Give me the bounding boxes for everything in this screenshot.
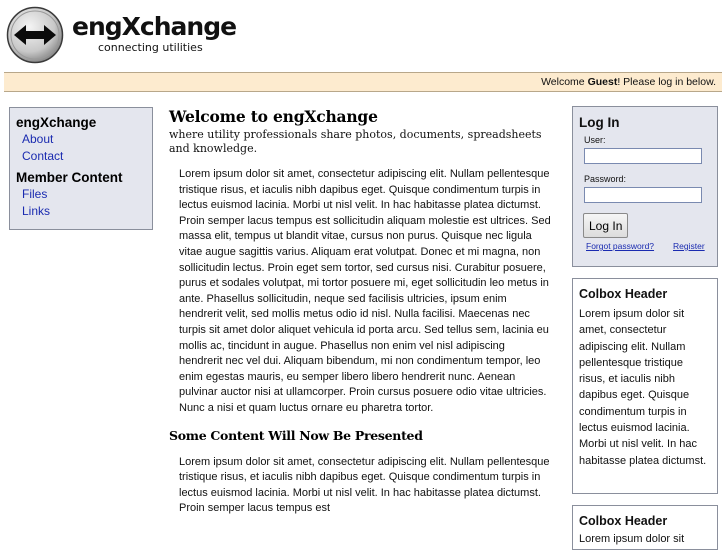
- user-label: User:: [584, 135, 606, 145]
- body-paragraph: Lorem ipsum dolor sit amet, consectetur adipiscing elit. Nullam pellentesque tristique risus, et iaculis nibh dapibus eget. Quisque condimentum turpis in lectus euismod lacinia. Morbi ut nisl velit. In hac habitasse platea dictumst. Proin semper lacus tempus est sollicitudin aliquam molestie est ultrices. Sed massa elit, tempus ut blandit vitae, cursus non purus. Quisque nec ligula vitae augue sagittis varius. Aliquam erat volutpat. Donec et mi magna, non sollicitudin lectus. Proin eget sem tortor, sed cursus nisi. Curabitur posuere, purus et sodales volutpat, mi tortor posuere mi, eget sollicitudin leo metus in ante. Phasellus sollicitudin, neque sed facilisis ultricies, ipsum enim hendrerit velit, sed mollis metus odio id nisl. Nulla facilisi. Maecenas nec turpis sit amet dolor aliquet vehicula id porta arcu. Sed tellus sem, lacinia eu mollis ac, tincidunt in augue. Phasellus non enim vel nisl adipiscing hendrerit nec vel dui. Aliquam bibendum, mi non condimentum tempor, leo enim egestas mauris, eu semper libero libero hendrerit nunc. Aenean pulvinar auctor nisi at ullamcorper. Proin cursus posuere odio vitae ultricies. Nunc a nisi et quam luctus ornare eu pharetra tortor.: [179, 168, 551, 414]
- welcome-message: [541, 75, 716, 89]
- sidebar-nav: [9, 107, 153, 230]
- page-title: Welcome to engXchange: [169, 107, 378, 126]
- main-content: [169, 106, 554, 517]
- sidebar-link-links[interactable]: Links: [22, 203, 51, 218]
- colbox: [572, 278, 718, 494]
- sidebar-link-contact[interactable]: Contact: [22, 148, 64, 163]
- colbox-body: Lorem ipsum dolor sit: [579, 533, 685, 545]
- login-button[interactable]: Log In: [583, 213, 628, 238]
- password-label: Password:: [584, 174, 627, 184]
- password-input[interactable]: [584, 187, 702, 203]
- login-title: Log In: [579, 115, 620, 130]
- register-link[interactable]: Register: [673, 241, 705, 251]
- login-panel: [572, 106, 718, 267]
- sidebar-link-files[interactable]: Files: [22, 187, 48, 201]
- welcome-bar: [4, 72, 722, 92]
- double-arrow-logo-icon[interactable]: [6, 6, 64, 64]
- welcome-suffix: ! Please log in below.: [617, 76, 716, 88]
- forgot-password-link[interactable]: Forgot password?: [586, 241, 655, 251]
- welcome-prefix: Welcome: [541, 76, 588, 88]
- colbox-body: Lorem ipsum dolor sit amet, consectetur adipiscing elit. Nullam pellentesque tristique risus, et iaculis nibh dapibus eget. Quisque condimentum turpis in lectus euismod lacinia. Morbi ut nisl velit. In hac habitasse platea dictumst.: [579, 308, 707, 467]
- brand-name[interactable]: engXchange: [72, 12, 237, 41]
- username-input[interactable]: [584, 148, 702, 164]
- sidebar-section-title: Member Content: [16, 170, 123, 185]
- section-heading: Some Content Will Now Be Presented: [169, 427, 423, 443]
- sidebar-link-about[interactable]: About: [22, 132, 54, 146]
- site-header: [0, 0, 727, 72]
- page-subtitle: where utility professionals share photos, documents, spreadsheets and knowledge.: [169, 128, 542, 155]
- colbox: [572, 505, 718, 550]
- colbox-header: Colbox Header: [579, 514, 668, 528]
- welcome-username: Guest: [587, 76, 618, 88]
- brand-tagline: connecting utilities: [98, 41, 203, 54]
- body-paragraph: Lorem ipsum dolor sit amet, consectetur adipiscing elit. Nullam pellentesque tristique risus, et iaculis nibh dapibus eget. Quisque condimentum turpis in lectus euismod lacinia. Morbi ut nisl velit. In hac habitasse platea dictumst. Proin semper lacus tempus est: [179, 455, 550, 515]
- login-links: [573, 241, 717, 253]
- sidebar-section-title: engXchange: [16, 115, 97, 130]
- colbox-header: Colbox Header: [579, 287, 668, 301]
